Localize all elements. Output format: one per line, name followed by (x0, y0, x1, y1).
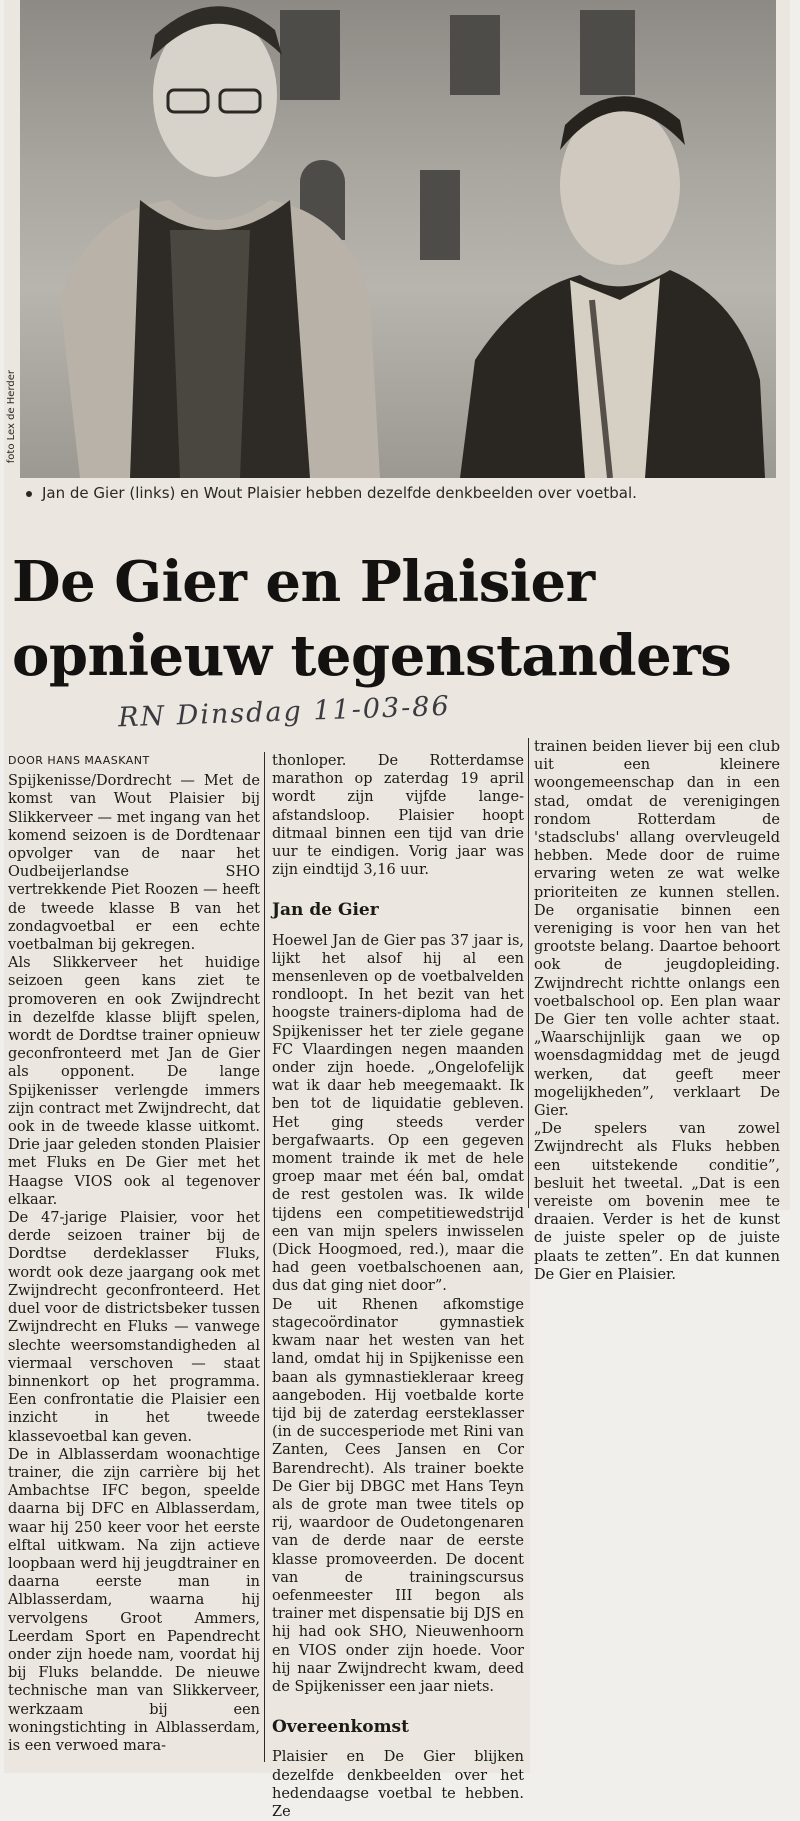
caption-text: Jan de Gier (links) en Wout Plaisier hebben dezelfde denkbeelden over voetbal. (42, 484, 637, 502)
news-photo (20, 0, 776, 478)
paragraph: thonloper. De Rotterdamse marathon op zaterdag 19 april wordt zijn vijfde lange-afstandsloop. Plaisier hoopt ditmaal binnen een tijd van drie uur te eindigen. Vorig jaar was zijn eindtijd 3,16 uur. (272, 753, 524, 879)
paragraph: De in Alblasserdam woonachtige trainer, die zijn carrière bij het Ambachtse IFC begon, speelde daarna bij DFC en Alblasserdam, waar hij 250 keer voor het eerste elftal uitkwam. Na zijn actieve loopbaan werd hij jeugdtrainer en daarna eerste man in Alblasserdam, waarna hij vervolgens Groot Ammers, Leerdam Sport en Papendrecht onder zijn hoede nam, voordat hij bij Fluks belandde. De nieuwe technische man van Slikkerveer, werkzaam bij een woningstichting in Alblasserdam, is een verwoed mara- (8, 1446, 260, 1754)
byline: DOOR HANS MAASKANT (8, 754, 150, 767)
paragraph: Plaisier en De Gier blijken dezelfde denkbeelden over het hedendaagse voetbal te hebben. Ze (272, 1749, 524, 1820)
article-column-1 (8, 752, 260, 1755)
article-column-3 (534, 738, 780, 1284)
headline (12, 545, 782, 693)
caption-bullet-icon (26, 491, 32, 497)
handwritten-annotation: RN Dinsdag 11-03-86 (117, 690, 452, 734)
paragraph: Hoewel Jan de Gier pas 37 jaar is, lijkt het alsof hij al een mensenleven op de voetbalvelden rondloopt. In het bezit van het hoogste trainers-diploma had de Spijkenisser het ter ziele gegane FC Vlaardingen negen maanden onder zijn hoede. „Ongelofelijk wat ik daar heb meegemaakt. Ik ben tot de liquidatie gebleven. Het ging steeds verder bergafwaarts. Op een gegeven moment trainde ik met de hele groep maar met één bal, omdat de rest gestolen was. Ik wilde tijdens een competitiewedstrijd een van mijn spelers inwisselen (Dick Hoogmoed, red.), maar die had geen voetbalschoenen aan, dus dat ging niet door”. (272, 932, 524, 1295)
headline-line-1: De Gier en Plaisier (12, 549, 595, 615)
subheading: Jan de Gier (272, 900, 379, 921)
photo-caption (26, 484, 786, 502)
photo-people (20, 0, 776, 478)
paragraph: De uit Rhenen afkomstige stagecoördinator gymnastiek kwam naar het westen van het land, omdat hij in Spijkenisse een baan als gymnastiekleraar kreeg aangeboden. Hij voetbalde korte tijd bij de zaterdag eersteklasser (in de succesperiode met Rini van Zanten, Cees Jansen en Cor Barendrecht). Als trainer boekte De Gier bij DBGC met Hans Teyn als de grote man twee titels op rij, waardoor de Oudetongenaren van de derde naar de eerste klasse promoveerden. De docent van de trainingscursus oefenmeester III begon als trainer met dispensatie bij DJS en hij had ook SHO, Nieuwenhoorn en VIOS onder zijn hoede. Voor hij naar Zwijndrecht kwam, deed de Spijkenisser een jaar niets. (272, 1296, 524, 1695)
photo-credit: foto Lex de Herder (6, 370, 17, 464)
column-divider (528, 738, 529, 1208)
paragraph: trainen beiden liever bij een club uit een kleinere woongemeenschap dan in een stad, omdat de verenigingen rondom Rotterdam de 'stadsclubs' allang overvleugeld hebben. Mede door de ruime ervaring weten ze wat welke prioriteiten ze kunnen stellen. De organisatie binnen een vereniging is voor hen van het grootste belang. Daartoe behoort ook de jeugdopleiding. Zwijndrecht richtte onlangs een voetbalschool op. Een plan waar De Gier ten volle achter staat. „Waarschijnlijk gaan we op woensdagmiddag met de jeugd werken, dat geeft meer mogelijkheden”, verklaart De Gier. (534, 739, 780, 1120)
paragraph: Spijkenisse/Dordrecht — Met de komst van Wout Plaisier bij Slikkerveer — met ingang van het komend seizoen is de Dordtenaar opvolger van de naar het Oudbeijerlandse SHO vertrekkende Piet Roozen — heeft de tweede klasse B van het zondagvoetbal er een echte voetbalman bij gekregen. (8, 773, 260, 954)
headline-line-2: opnieuw tegenstanders (12, 623, 732, 689)
paragraph: „De spelers van zowel Zwijndrecht als Fluks hebben een uitstekende conditie”, besluit het tweetal. „Dat is een vereiste om bovenin mee te draaien. Verder is het de kunst de juiste speler op de juiste plaats te zetten”. En dat kunnen De Gier en Plaisier. (534, 1121, 780, 1283)
paragraph: De 47-jarige Plaisier, voor het derde seizoen trainer bij de Dordtse derdeklasser Fluks, wordt ook deze jaargang ook met Zwijndrecht geconfronteerd. Het duel voor de districtsbeker tussen Zwijndrecht en Fluks — vanwege slechte weersomstandigheden al viermaal verschoven — staat binnenkort op het programma. Een confrontatie die Plaisier een inzicht in het tweede klassevoetbal kan geven. (8, 1210, 260, 1445)
subheading: Overeenkomst (272, 1717, 409, 1738)
paragraph: Als Slikkerveer het huidige seizoen geen kans ziet te promoveren en ook Zwijndrecht in dezelfde klasse blijft spelen, wordt de Dordtse trainer opnieuw geconfronteerd met Jan de Gier als opponent. De lange Spijkenisser verlengde immers zijn contract met Zwijndrecht, dat ook in de tweede klasse uitkomt. Drie jaar geleden stonden Plaisier met Fluks en De Gier met het Haagse VIOS ook al tegenover elkaar. (8, 955, 260, 1208)
column-divider (264, 752, 265, 1762)
article-column-2 (272, 752, 524, 1821)
